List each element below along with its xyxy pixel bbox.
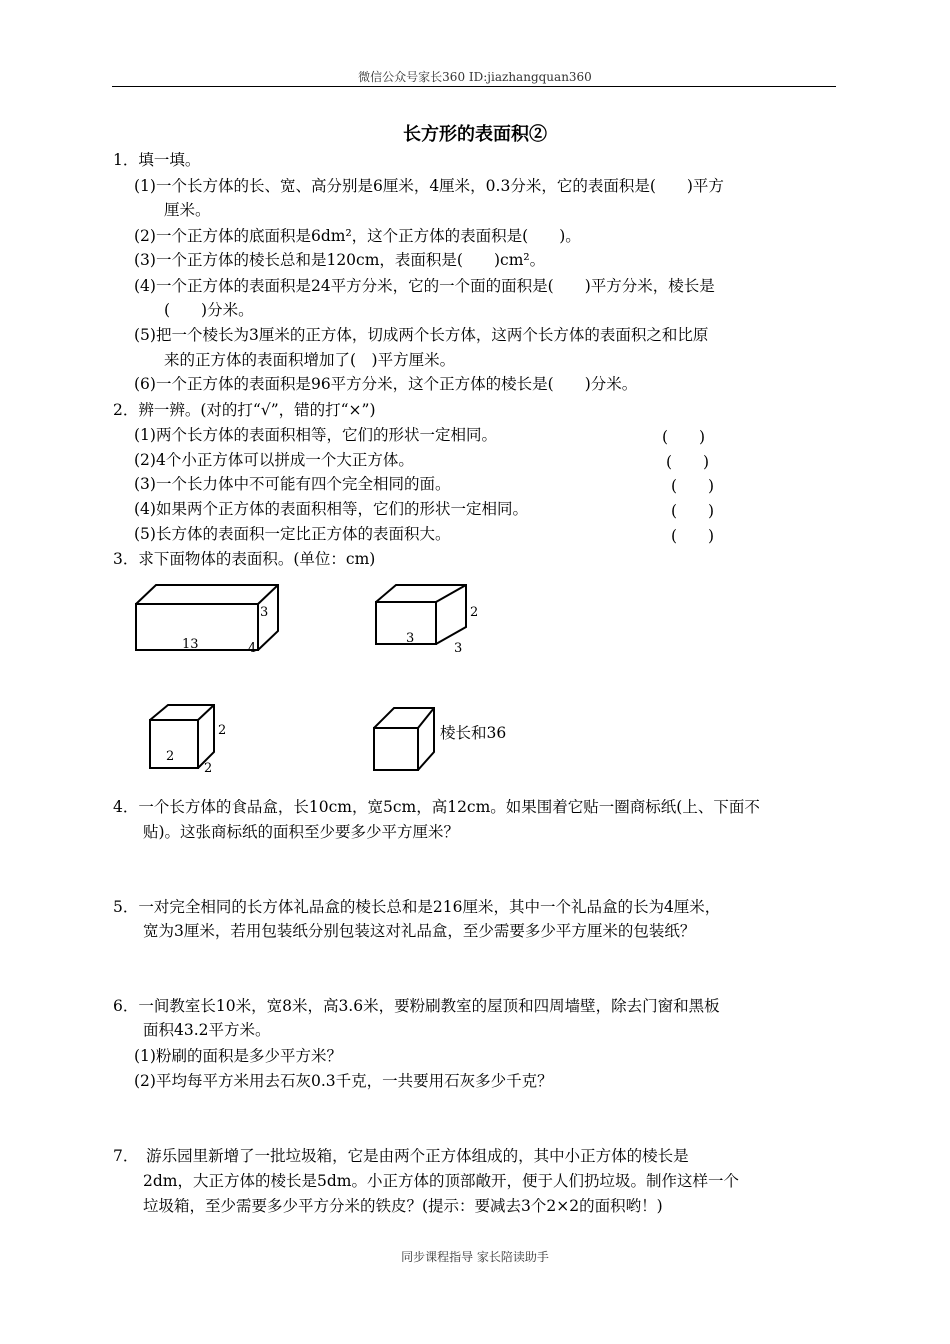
q2-heading: 2．辨一辨。(对的打“√”，错的打“×”): [113, 401, 376, 419]
q7-line-1: 7． 游乐园里新增了一批垃圾箱，它是由两个正方体组成的，其中小正方体的棱长是: [113, 1147, 689, 1165]
q2-item-1: (1)两个长方体的表面积相等，它们的形状一定相同。: [134, 426, 497, 444]
page-header: 微信公众号家长360 ID:jiazhangquan360: [358, 70, 592, 84]
q1-item-1-cont: 厘米。: [164, 201, 211, 219]
q2-answer-3[interactable]: ( ): [671, 477, 715, 495]
q1-item-5-cont: 来的正方体的表面积增加了( )平方厘米。: [164, 351, 456, 369]
q2-item-3: (3)一个长力体中不可能有四个完全相同的面。: [134, 475, 451, 493]
q2-item-4: (4)如果两个正方体的表面积相等，它们的形状一定相同。: [134, 500, 528, 518]
q5-line-1: 5．一对完全相同的长方体礼品盒的棱长总和是216厘米，其中一个礼品盒的长为4厘米，: [113, 898, 721, 916]
figure-2-height-label: 2: [470, 605, 479, 620]
q2-answer-4[interactable]: ( ): [671, 502, 715, 520]
q5-line-2: 宽为3厘米，若用包装纸分别包装这对礼品盒，至少需要多少平方厘米的包装纸？: [143, 922, 696, 940]
figure-3-edge-label-height: 2: [218, 723, 227, 738]
q6-sub-2: (2)平均每平方米用去石灰0.3千克，一共要用石灰多少千克？: [134, 1072, 553, 1090]
figure-cuboid-1: [128, 580, 288, 660]
figure-2-width-label: 3: [454, 641, 463, 656]
q1-item-5: (5)把一个棱长为3厘米的正方体，切成两个长方体，这两个长方体的表面积之和比原: [134, 326, 709, 344]
q1-item-2: (2)一个正方体的底面积是6dm²，这个正方体的表面积是( )。: [134, 227, 581, 245]
q1-item-1: (1)一个长方体的长、宽、高分别是6厘米，4厘米，0.3分米，它的表面积是( )平方: [134, 177, 724, 195]
q2-answer-5[interactable]: ( ): [671, 527, 715, 545]
figure-cuboid-2: [370, 582, 490, 662]
q2-answer-2[interactable]: ( ): [666, 453, 710, 471]
q1-item-6: (6)一个正方体的表面积是96平方分米，这个正方体的棱长是( )分米。: [134, 375, 638, 393]
q1-item-3: (3)一个正方体的棱长总和是120cm，表面积是( )cm²。: [134, 251, 546, 269]
q1-item-4-cont: ( )分米。: [164, 301, 254, 319]
figure-4-edge-sum-label: 棱长和36: [440, 724, 507, 742]
q2-item-2: (2)4个小正方体可以拼成一个大正方体。: [134, 451, 414, 469]
q7-line-2: 2dm，大正方体的棱长是5dm。小正方体的顶部敞开，便于人们扔垃圾。制作这样一个: [143, 1172, 739, 1190]
figure-1-height-label: 3: [260, 605, 269, 620]
figure-cube-1: [144, 700, 234, 772]
figure-2-length-label: 3: [406, 631, 415, 646]
page-footer: 同步课程指导 家长陪读助手: [401, 1250, 549, 1264]
figure-3-edge-label-depth: 2: [204, 761, 213, 772]
q4-line-2: 贴)。这张商标纸的面积至少要多少平方厘米？: [143, 823, 460, 841]
figure-1-length-label: 13: [182, 637, 199, 652]
figure-1-width-label: 4: [248, 641, 257, 656]
q6-line-2: 面积43.2平方米。: [143, 1021, 271, 1039]
q6-line-1: 6．一间教室长10米，宽8米，高3.6米，要粉刷教室的屋顶和四周墙壁，除去门窗和黑板: [113, 997, 720, 1015]
header-divider: [112, 86, 836, 87]
q2-item-5: (5)长方体的表面积一定比正方体的表面积大。: [134, 525, 451, 543]
q7-line-3: 垃圾箱，至少需要多少平方分米的铁皮？(提示：要减去3个2×2的面积哟！): [143, 1197, 663, 1215]
figure-cube-2: [368, 700, 438, 772]
q1-heading: 1．填一填。: [113, 151, 201, 169]
q2-answer-1[interactable]: ( ): [662, 428, 706, 446]
q4-line-1: 4．一个长方体的食品盒，长10cm，宽5cm，高12cm。如果围着它贴一圈商标纸(上、下面不: [113, 798, 760, 816]
page-title: 长方形的表面积②: [403, 124, 547, 145]
q3-heading: 3．求下面物体的表面积。(单位：cm): [113, 550, 376, 568]
q6-sub-1: (1)粉刷的面积是多少平方米？: [134, 1047, 342, 1065]
q1-item-4: (4)一个正方体的表面积是24平方分米，它的一个面的面积是( )平方分米，棱长是: [134, 277, 715, 295]
figure-3-edge-label-front: 2: [166, 749, 175, 764]
